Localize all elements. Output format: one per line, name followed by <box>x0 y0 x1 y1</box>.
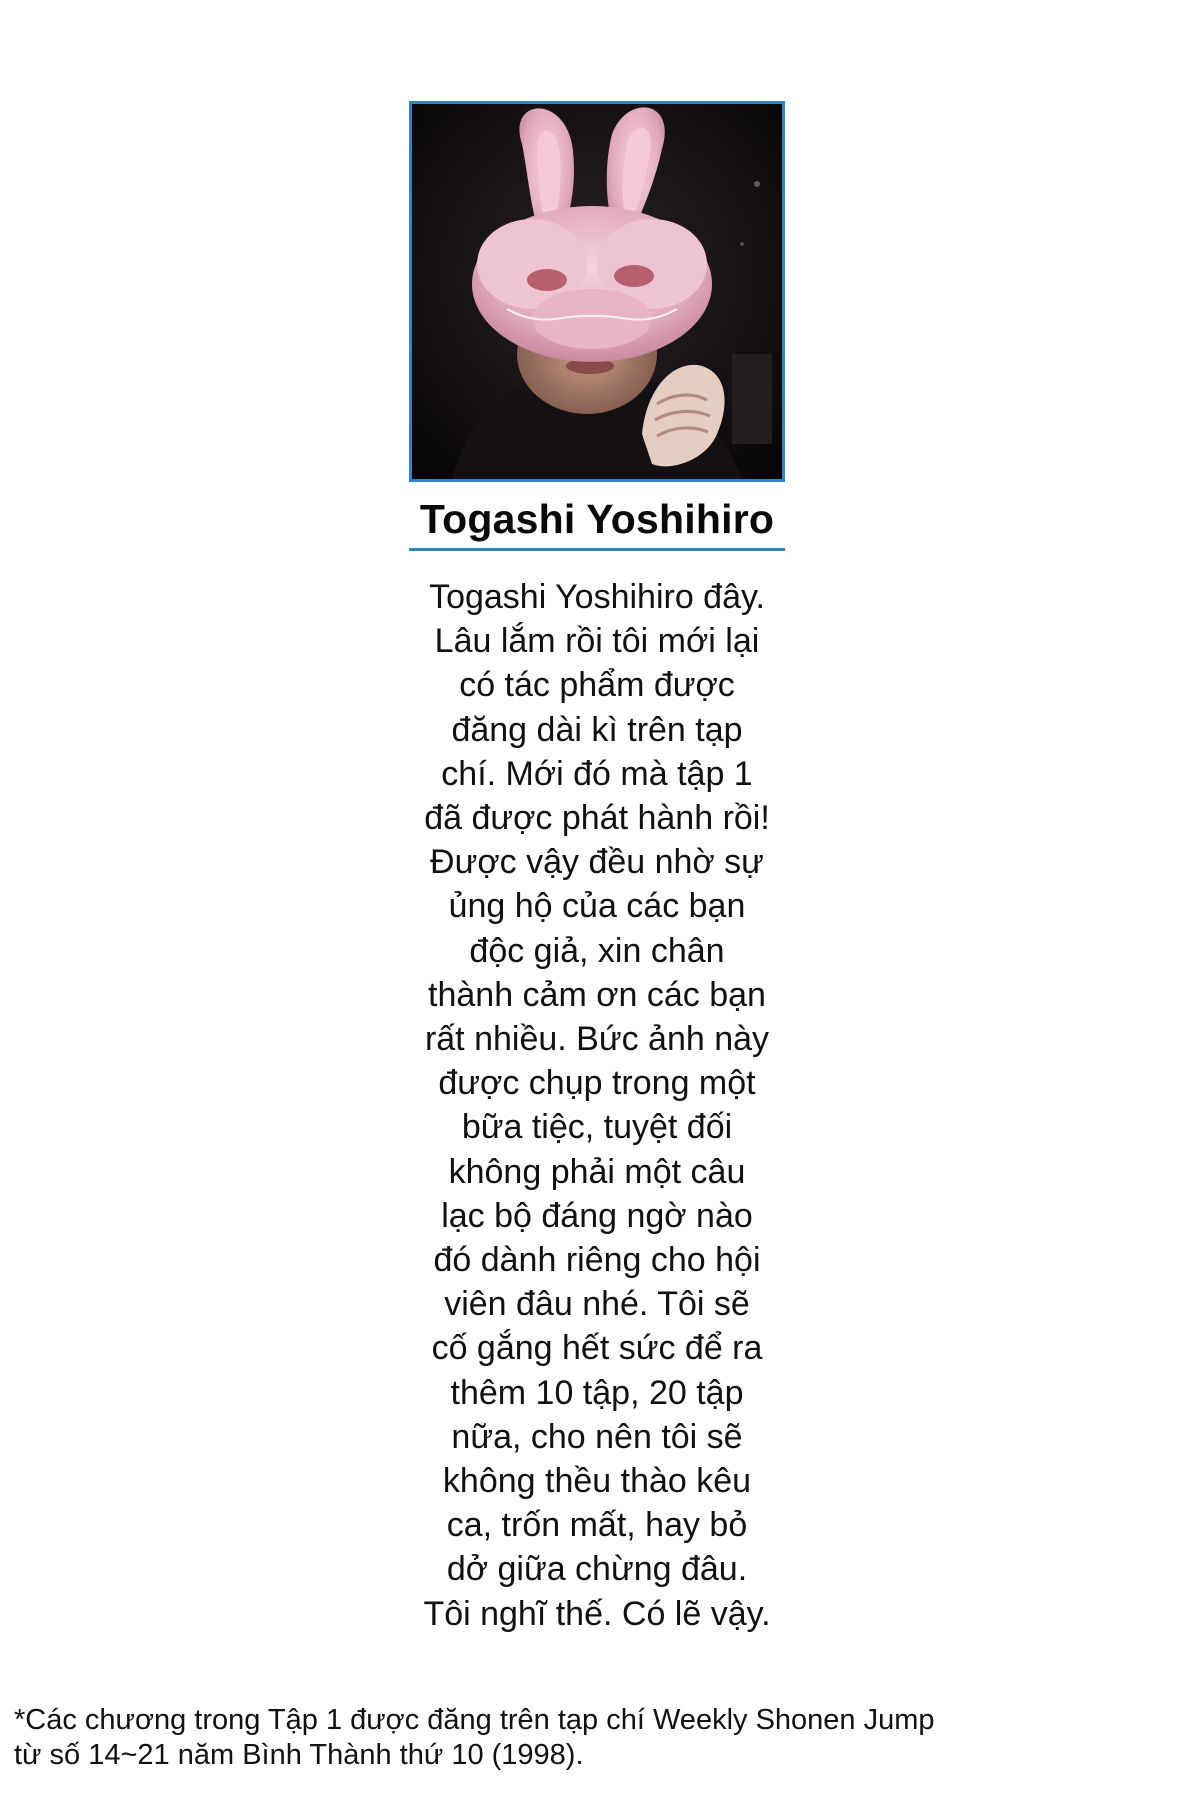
message-line: có tác phẩm được <box>459 666 735 705</box>
message-line: rất nhiều. Bức ảnh này <box>424 1020 770 1059</box>
message-line: thêm 10 tập, 20 tập <box>450 1373 744 1412</box>
author-comment-column <box>409 101 789 1636</box>
message-line: dở giữa chừng đâu. <box>446 1550 748 1589</box>
message-line: cố gắng hết sức để ra <box>431 1329 763 1368</box>
message-line: không thều thào kêu <box>442 1462 752 1501</box>
message-line: Tôi nghĩ thế. Có lẽ vậy. <box>423 1594 771 1633</box>
author-name: Togashi Yoshihiro <box>419 496 775 542</box>
message-line: đó dành riêng cho hội <box>433 1241 761 1280</box>
message-line: đăng dài kì trên tạp <box>451 710 743 749</box>
message-line: chí. Mới đó mà tập 1 <box>441 754 753 793</box>
message-line: viên đâu nhé. Tôi sẽ <box>444 1285 750 1324</box>
message-line: lạc bộ đáng ngờ nào <box>441 1196 753 1235</box>
name-underline <box>409 548 785 551</box>
message-line: Togashi Yoshihiro đây. <box>429 578 765 616</box>
message-line: thành cảm ơn các bạn <box>428 975 766 1014</box>
author-photo <box>409 101 785 482</box>
message-line: đã được phát hành rồi! <box>424 799 770 838</box>
message-line: được chụp trong một <box>438 1064 756 1103</box>
message-line: độc giả, xin chân <box>469 931 725 970</box>
message-line: ca, trốn mất, hay bỏ <box>446 1506 748 1545</box>
message-line: bữa tiệc, tuyệt đối <box>461 1108 733 1147</box>
message-line: ủng hộ của các bạn <box>448 887 746 926</box>
bunny-mask-photo <box>412 104 782 479</box>
message-line: Lâu lắm rồi tôi mới lại <box>434 622 760 661</box>
message-line: Được vậy đều nhờ sự <box>430 843 764 882</box>
message-line: không phải một câu <box>448 1152 746 1191</box>
message-line: nữa, cho nên tôi sẽ <box>451 1417 743 1456</box>
publication-footnote <box>14 1703 1164 1773</box>
footnote-line: từ số 14~21 năm Bình Thành thứ 10 (1998). <box>14 1739 584 1771</box>
author-message <box>409 575 785 1636</box>
footnote-line: *Các chương trong Tập 1 được đăng trên tạp chí Weekly Shonen Jump <box>14 1704 935 1736</box>
